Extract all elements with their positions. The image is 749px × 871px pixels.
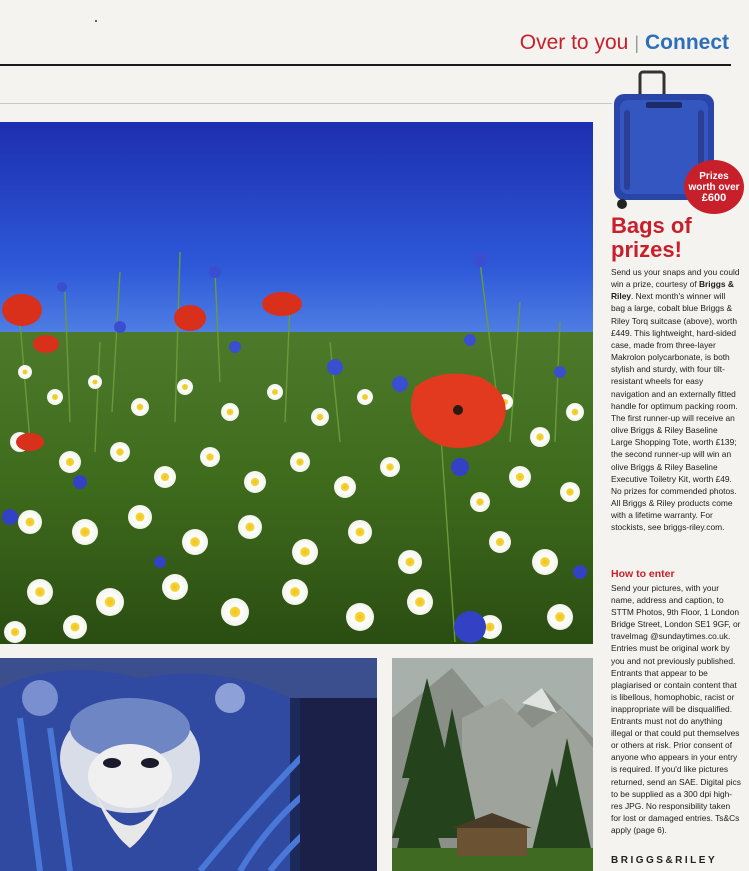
carnival-costume-photo (0, 658, 377, 871)
badge-line-1: Prizes (699, 170, 729, 182)
badge-line-2: worth over (688, 181, 740, 193)
sidebar-headline (611, 214, 741, 262)
print-speck (95, 20, 97, 22)
subsection-label: Connect (645, 31, 729, 54)
headline-line-2: prizes! (611, 237, 682, 262)
header-separator: | (634, 33, 639, 53)
content-rule (0, 103, 612, 104)
brand-logo: BRIGGS&RILEY (611, 855, 718, 866)
body-brand: Briggs & Riley (611, 279, 734, 302)
sidebar-body (611, 266, 741, 533)
header-rule (0, 64, 731, 66)
body-intro: Send us your snaps and you could win a prize, courtesy of (611, 267, 740, 290)
how-to-enter-heading: How to enter (611, 568, 675, 580)
wildflower-meadow-photo (0, 122, 593, 644)
alpine-forest-cabin-photo (392, 658, 593, 871)
body-rest: . Next month's winner will bag a large, cobalt blue Briggs & Riley Torq suitcase (above), worth £449. This lightweight, hard-sided case, made from three-layer Makrolon polycarbonate, is both stylish and sturdy, with four tilt-resistant wheels for easy navigation and an externally fitted handle for optimum packing room. The first runner-up will receive an olive Briggs & Riley Baseline Large Shopping Tote, worth £139; the second runner-up will win an olive Briggs & Riley Baseline Executive Toiletry Kit, worth £49. No prizes for commended photos. All Briggs & Riley products come with a lifetime warranty. For stockists, see briggs-riley.com. (611, 291, 738, 533)
page-header (520, 31, 729, 55)
headline-line-1: Bags of (611, 213, 692, 238)
how-to-enter-body: Send your pictures, with your name, address and caption, to STTM Photos, 9th Floor, 1 London Bridge Street, London SE1 9GF, or travelmag @sundaytimes.co.uk. Entries must be original work by you and not previously published. Entrants that appear to be plagiarised or contain content that is libellous, homophobic, racist or inappropriate will be disqualified. Entrants must not do anything illegal or that could put themselves or others at risk. Prior consent of anyone who appears in your entry is required. If you'd like pictures returned, send an SAE. Digital pics to be supplied as a 300 dpi high-res JPG. No responsibility taken for lost or damaged entries. Ts&Cs apply (page 6). (611, 583, 741, 835)
badge-line-3: £600 (701, 191, 727, 204)
section-label: Over to you (519, 31, 629, 54)
prize-badge (684, 160, 744, 214)
